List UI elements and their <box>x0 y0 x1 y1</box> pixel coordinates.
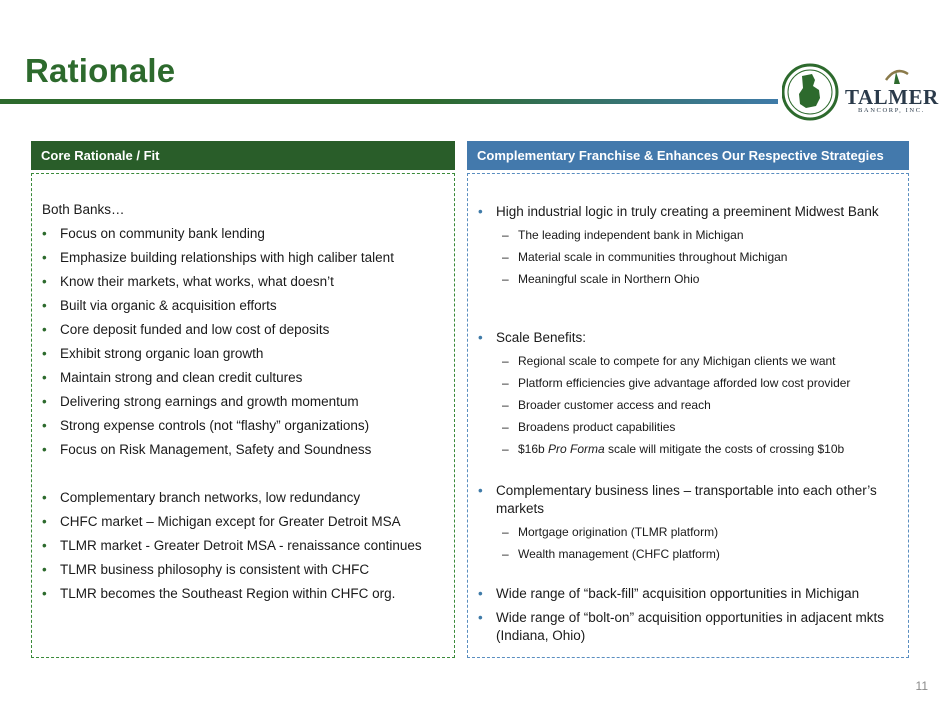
complementary-franchise-box <box>467 173 909 658</box>
list-item: • Core deposit funded and low cost of deposits <box>42 322 330 337</box>
sub-item: – Mortgage origination (TLMR platform) <box>502 525 719 539</box>
page-number: 11 <box>915 679 928 693</box>
sub-item: – Material scale in communities throughout Michigan <box>502 250 788 264</box>
list-item: • Wide range of “back-fill” acquisition opportunities in Michigan <box>478 586 860 601</box>
list-item: • Complementary business lines – transportable into each other’s markets <box>478 483 877 516</box>
list-item: • Delivering strong earnings and growth momentum <box>42 394 359 409</box>
intro-text: Both Banks… <box>42 202 125 217</box>
rationale-list <box>42 226 447 610</box>
acquisition-group <box>478 585 898 645</box>
scale-benefits-group <box>478 329 898 457</box>
core-rationale-header: Core Rationale / Fit <box>31 141 455 170</box>
industrial-logic-group <box>478 203 898 287</box>
complementary-franchise-header: Complementary Franchise & Enhances Our Respective Strategies <box>467 141 909 170</box>
list-item: • TLMR business philosophy is consistent with CHFC <box>42 562 370 577</box>
list-item: • CHFC market – Michigan except for Greater Detroit MSA <box>42 514 401 529</box>
sub-item: – Platform efficiencies give advantage afforded low cost provider <box>502 376 851 390</box>
title-rule <box>0 99 778 104</box>
business-lines-group <box>478 482 898 562</box>
list-item: • Built via organic & acquisition efforts <box>42 298 277 313</box>
list-item: • Scale Benefits: <box>478 330 587 345</box>
list-item: • Focus on Risk Management, Safety and Soundness <box>42 442 372 457</box>
core-rationale-box <box>31 173 455 658</box>
list-item: • Exhibit strong organic loan growth <box>42 346 264 361</box>
sub-item: – Regional scale to compete for any Michigan clients we want <box>502 354 836 368</box>
list-item: • Emphasize building relationships with high caliber talent <box>42 250 394 265</box>
sub-item: – Wealth management (CHFC platform) <box>502 547 720 561</box>
list-item: • TLMR becomes the Southeast Region within CHFC org. <box>42 586 396 601</box>
list-item: • Strong expense controls (not “flashy” organizations) <box>42 418 370 433</box>
list-item: • Maintain strong and clean credit cultures <box>42 370 303 385</box>
sub-item: – The leading independent bank in Michigan <box>502 228 744 242</box>
list-item: • High industrial logic in truly creating a preeminent Midwest Bank <box>478 204 879 219</box>
sub-item: – Meaningful scale in Northern Ohio <box>502 272 700 286</box>
sub-item: – $16b Pro Forma scale will mitigate the costs of crossing $10b <box>502 442 845 456</box>
list-item: • Wide range of “bolt-on” acquisition opportunities in adjacent mkts (Indiana, Ohio) <box>478 610 884 643</box>
sub-item: – Broadens product capabilities <box>502 420 676 434</box>
sub-item: – Broader customer access and reach <box>502 398 711 412</box>
logo-wordmark: TALMER <box>845 85 939 109</box>
logo-subtitle: BANCORP, INC. <box>858 107 925 114</box>
list-item: • Know their markets, what works, what doesn’t <box>42 274 334 289</box>
page-title: Rationale <box>25 52 176 89</box>
list-item: • Focus on community bank lending <box>42 226 265 241</box>
list-item: • TLMR market - Greater Detroit MSA - renaissance continues <box>42 538 422 553</box>
list-item: • Complementary branch networks, low redundancy <box>42 490 361 505</box>
